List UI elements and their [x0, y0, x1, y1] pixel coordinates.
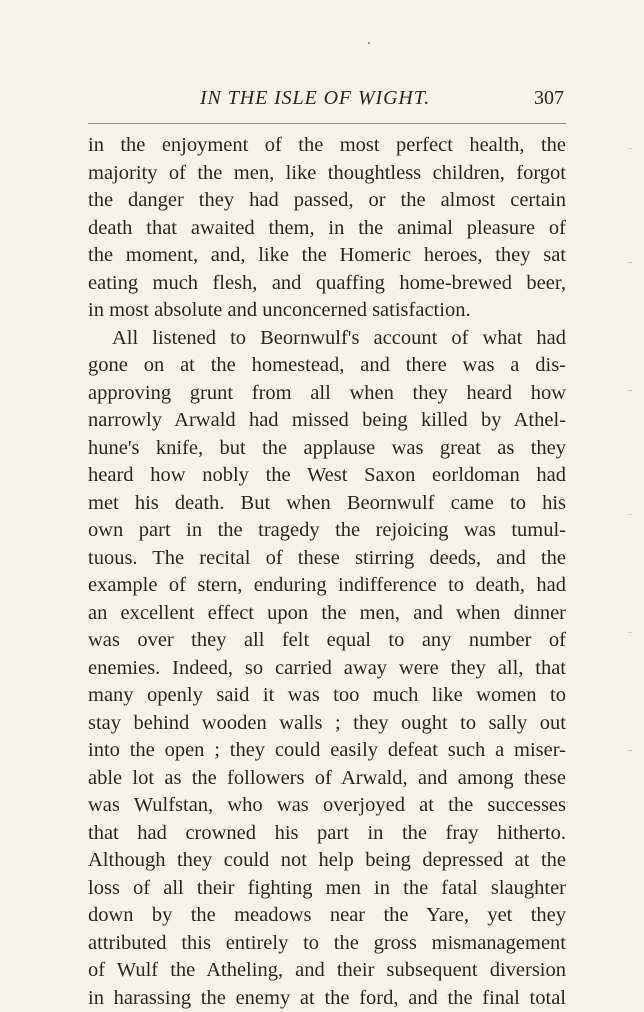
page-number: 307	[534, 87, 564, 110]
text-line: in the enjoyment of the most perfect health, the	[88, 132, 566, 160]
text-line: the danger they had passed, or the almost certain	[88, 187, 566, 215]
text-line: in most absolute and unconcerned satisfaction.	[88, 297, 566, 325]
header-rule	[88, 123, 566, 124]
text-line: eating much flesh, and quaffing home-brewed beer,	[88, 270, 566, 298]
margin-mark	[628, 148, 632, 149]
text-line: met his death. But when Beornwulf came to his	[88, 490, 566, 518]
text-line: able lot as the followers of Arwald, and among these	[88, 765, 566, 793]
text-line: was Wulfstan, who was overjoyed at the successes	[88, 792, 566, 820]
text-line: the moment, and, like the Homeric heroes, they sat	[88, 242, 566, 270]
text-line: of Wulf the Atheling, and their subsequent diversion	[88, 957, 566, 985]
margin-mark	[628, 514, 632, 515]
running-title: IN THE ISLE OF WIGHT.	[200, 87, 430, 110]
text-line: stay behind wooden walls ; they ought to sally out	[88, 710, 566, 738]
text-line: that had crowned his part in the fray hitherto.	[88, 820, 566, 848]
margin-mark	[628, 632, 632, 633]
text-line: approving grunt from all when they heard how	[88, 380, 566, 408]
text-line: into the open ; they could easily defeat such a miser-	[88, 737, 566, 765]
text-line: an excellent effect upon the men, and when dinner	[88, 600, 566, 628]
text-line: example of stern, enduring indifference to death, had	[88, 572, 566, 600]
margin-marks	[628, 140, 632, 800]
text-line: tuous. The recital of these stirring deeds, and the	[88, 545, 566, 573]
body-text	[88, 132, 566, 1012]
text-line: majority of the men, like thoughtless children, forgot	[88, 160, 566, 188]
margin-mark	[628, 750, 632, 751]
text-line: hune's knife, but the applause was great as they	[88, 435, 566, 463]
text-line: was over they all felt equal to any number of	[88, 627, 566, 655]
text-line: loss of all their fighting men in the fatal slaughter	[88, 875, 566, 903]
text-line: down by the meadows near the Yare, yet they	[88, 902, 566, 930]
paper-speck	[368, 42, 370, 44]
text-line: heard how nobly the West Saxon eorldoman had	[88, 462, 566, 490]
margin-mark	[628, 262, 632, 263]
text-line: in harassing the enemy at the ford, and the final total	[88, 985, 566, 1012]
text-line: enemies. Indeed, so carried away were they all, that	[88, 655, 566, 683]
text-line: death that awaited them, in the animal pleasure of	[88, 215, 566, 243]
text-line: Although they could not help being depressed at the	[88, 847, 566, 875]
text-line: own part in the tragedy the rejoicing was tumul-	[88, 517, 566, 545]
margin-mark	[628, 390, 632, 391]
running-head	[88, 84, 566, 118]
text-line: many openly said it was too much like women to	[88, 682, 566, 710]
text-line: gone on at the homestead, and there was a dis-	[88, 352, 566, 380]
text-line: attributed this entirely to the gross mismanagement	[88, 930, 566, 958]
text-line: narrowly Arwald had missed being killed by Athel-	[88, 407, 566, 435]
text-line: All listened to Beornwulf's account of what had	[88, 325, 566, 353]
